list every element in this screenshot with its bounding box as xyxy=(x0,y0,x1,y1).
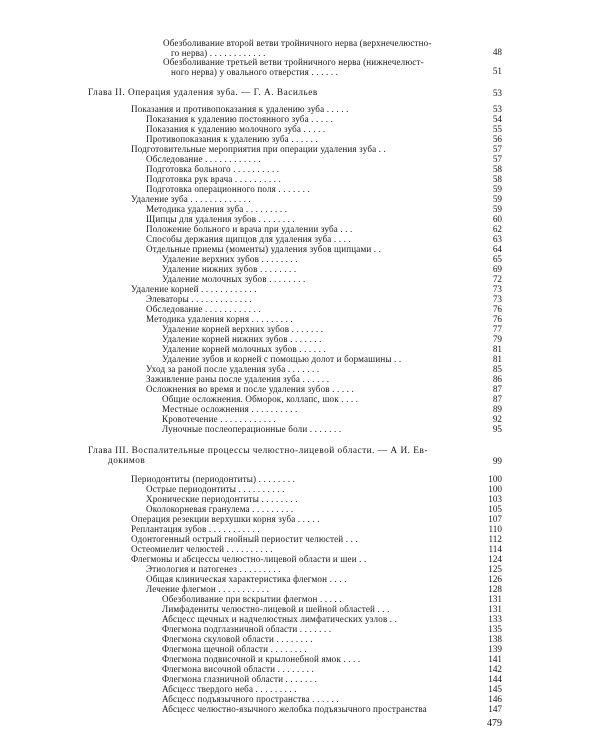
toc-entry: Обезболивание второй ветви тройничного нерва (верхнечелюстно- xyxy=(163,38,432,48)
toc-entry: Хронические периодонтиты . . . . . . . . xyxy=(146,494,298,504)
toc-entry: Обезболивание третьей ветви тройничного нерва (нижнечелюст- xyxy=(163,57,424,67)
toc-entry: Удаление корней . . . . . . . . . . . . xyxy=(131,284,257,294)
toc-entry: Удаление молочных зубов . . . . . . . . xyxy=(162,274,306,284)
toc-entry: ного нерва) у овального отверстия . . . . . . xyxy=(171,67,339,77)
page-number: 81 xyxy=(492,344,502,354)
toc-entry: Удаление корней молочных зубов . . . . . . xyxy=(162,344,326,354)
page-number: 112 xyxy=(488,534,502,544)
toc-entry: Удаление зубов и корней с помощью долот и бормашины . . xyxy=(162,354,402,364)
page-number: 64 xyxy=(492,244,502,254)
toc-entry: Флегмона подвисочной и крылонебной ямок . . . . xyxy=(162,654,361,664)
toc-entry: Абсцесс подъязычного пространства . . . . . . xyxy=(162,694,339,704)
page-number: 100 xyxy=(488,484,502,494)
toc-entry: Одонтогенный острый гнойный периостит челюстей . . . xyxy=(131,534,358,544)
page-number: 53 xyxy=(492,104,502,114)
toc-entry: Положение больного и врача при удалении зуба . . . xyxy=(146,224,353,234)
toc-entry: Подготовка больного . . . . . . . . . . xyxy=(146,164,280,174)
toc-entry: Удаление зуба . . . . . . . . . . . . . xyxy=(131,194,251,204)
toc-entry: Этиология и патогенез . . . . . . . . . xyxy=(146,564,281,574)
toc-entry: Остеомиелит челюстей . . . . . . . . . . xyxy=(131,544,273,554)
page-number: 110 xyxy=(488,524,502,534)
page-number: 48 xyxy=(492,47,502,57)
page-number: 76 xyxy=(492,314,502,324)
page-number: 135 xyxy=(488,624,502,634)
page-number: 73 xyxy=(492,284,502,294)
page-number: 133 xyxy=(488,614,502,624)
toc-entry: Острые периодонтиты . . . . . . . . . . xyxy=(146,484,285,494)
page-number: 59 xyxy=(492,194,502,204)
toc-entry: Общая клиническая характеристика флегмон . . . . xyxy=(146,574,347,584)
page-number: 65 xyxy=(492,254,502,264)
toc-entry: Обследование . . . . . . . . . . . . xyxy=(146,154,261,164)
page-number: 146 xyxy=(488,694,502,704)
page-number: 114 xyxy=(488,544,502,554)
page-number: 99 xyxy=(492,456,502,466)
toc-entry: Абсцесс щечных и надчелюстных лимфатических узлов . . xyxy=(162,614,398,624)
toc-entry: Флегмона скуловой области . . . . . . . . xyxy=(162,634,313,644)
toc-entry: Осложнения во время и после удаления зубов . . . . . xyxy=(146,384,354,394)
toc-entry: Лимфадениты челюстно-лицевой и шейной областей . . . xyxy=(162,604,390,614)
page-number: 57 xyxy=(492,144,502,154)
page-number: 81 xyxy=(492,354,502,364)
chapter-heading: Глава II. Операция удаления зуба. — Г. А. Васильев xyxy=(88,88,318,98)
toc-entry: Флегмона подглазничной области . . . . . . . xyxy=(162,624,332,634)
toc-entry: Показания к удалению постоянного зуба . . . . . xyxy=(146,114,333,124)
toc-entry: Абсцесс твердого неба . . . . . . . . . xyxy=(162,684,297,694)
page-number: 59 xyxy=(492,184,502,194)
page-number: 72 xyxy=(492,274,502,284)
page-number: 56 xyxy=(492,134,502,144)
toc-entry: Удаление корней нижних зубов . . . . . . . xyxy=(162,334,322,344)
toc-entry: Подготовка операционного поля . . . . . . . xyxy=(146,184,310,194)
toc-entry: Флегмоны и абсцессы челюстно-лицевой области и шеи . . xyxy=(131,554,367,564)
toc-entry: Обезболивание при вскрытии флегмон . . . . . xyxy=(162,594,342,604)
toc-entry: Флегмона височной области . . . . . . . . xyxy=(162,664,314,674)
toc-entry: Околокорневая гранулема . . . . . . . . . xyxy=(146,504,294,514)
page-number: 51 xyxy=(492,66,502,76)
page-number: 69 xyxy=(492,264,502,274)
page-number: 138 xyxy=(488,634,502,644)
toc-entry: Удаление нижних зубов . . . . . . . . xyxy=(162,264,297,274)
page-number: 79 xyxy=(492,334,502,344)
page-number: 126 xyxy=(488,574,502,584)
page-number: 89 xyxy=(492,404,502,414)
page-number: 73 xyxy=(492,294,502,304)
page-number: 124 xyxy=(488,554,502,564)
page-number: 77 xyxy=(492,324,502,334)
page-number: 142 xyxy=(488,664,502,674)
page-number: 60 xyxy=(492,214,502,224)
page-number: 128 xyxy=(488,584,502,594)
page-number: 53 xyxy=(492,88,502,98)
toc-entry: Абсцесс челюстно-язычного желобка подъязычного пространства xyxy=(162,704,427,714)
page-number: 86 xyxy=(492,374,502,384)
toc-entry: Удаление верхних зубов . . . . . . . . xyxy=(162,254,298,264)
page-number: 63 xyxy=(492,234,502,244)
toc-entry: Способы держания щипцов для удаления зуба . . . . xyxy=(146,234,351,244)
page-number: 59 xyxy=(492,204,502,214)
toc-entry: Общие осложнения. Обморок, коллапс, шок . . . . xyxy=(162,394,359,404)
page-number: 54 xyxy=(492,114,502,124)
toc-entry: Операция резекции верхушки корня зуба . . . . . xyxy=(131,514,320,524)
page-number: 145 xyxy=(488,684,502,694)
chapter-heading: докимов xyxy=(108,456,146,466)
page-number: 58 xyxy=(492,174,502,184)
page-number: 87 xyxy=(492,394,502,404)
toc-entry: Отдельные приемы (моменты) удаления зубов щипцами . . xyxy=(146,244,382,254)
page-number: 92 xyxy=(492,414,502,424)
toc-entry: Обследование . . . . . . . . . . . . xyxy=(146,304,261,314)
chapter-heading: Глава III. Воспалительные процессы челюстно-лицевой области. — А И. Ев- xyxy=(88,446,428,456)
toc-entry: Показания и противопоказания к удалению зуба . . . . . xyxy=(131,104,349,114)
page-number: 100 xyxy=(488,474,502,484)
page-number: 58 xyxy=(492,164,502,174)
toc-entry: Луночные послеоперационные боли . . . . . . . xyxy=(162,424,342,434)
page-number: 76 xyxy=(492,304,502,314)
toc-entry: Методика удаления корня . . . . . . . . . xyxy=(146,314,293,324)
page-number: 87 xyxy=(492,384,502,394)
page-number: 125 xyxy=(488,564,502,574)
toc-entry: Показания к удалению молочного зуба . . . . . xyxy=(146,124,326,134)
toc-entry: Щипцы для удаления зубов . . . . . . . . xyxy=(146,214,295,224)
toc-entry: Противопоказания к удалению зуба . . . . . . xyxy=(146,134,318,144)
page-number: 131 xyxy=(488,594,502,604)
page-number: 131 xyxy=(488,604,502,614)
page-number: 57 xyxy=(492,154,502,164)
toc-entry: Уход за раной после удаления зуба . . . . . . . xyxy=(146,364,320,374)
page-number: 141 xyxy=(488,654,502,664)
toc-entry: Кровотечение . . . . . . . . . . . . xyxy=(162,414,276,424)
toc-entry: го нерва) . . . . . . . . . . . . xyxy=(171,48,266,58)
toc-entry: Подготовительные мероприятия при операции удаления зуба . . xyxy=(131,144,386,154)
page-number: 85 xyxy=(492,364,502,374)
page-number: 55 xyxy=(492,124,502,134)
toc-entry: Местные осложнения . . . . . . . . . . xyxy=(162,404,298,414)
page-number: 103 xyxy=(488,494,502,504)
page-number: 144 xyxy=(488,674,502,684)
toc-entry: Флегмона щечной области . . . . . . . . xyxy=(162,644,307,654)
toc-entry: Флегмона глазничной области . . . . . . . xyxy=(162,674,318,684)
page-number: 139 xyxy=(488,644,502,654)
toc-entry: Методика удаления зуба . . . . . . . . . xyxy=(146,204,288,214)
toc-entry: Реплантация зубов . . . . . . . . . . . xyxy=(131,524,260,534)
toc-entry: Подготовка рук врача . . . . . . . . . . xyxy=(146,174,281,184)
toc-entry: Заживление раны после удаления зуба . . . . . . xyxy=(146,374,330,384)
page-number: 105 xyxy=(488,504,502,514)
toc-entry: Удаление корней верхних зубов . . . . . . . xyxy=(162,324,324,334)
toc-entry: Лечение флегмон . . . . . . . . . . . xyxy=(146,584,270,594)
page-number: 62 xyxy=(492,224,502,234)
page-number: 147 xyxy=(488,704,502,714)
page-number: 107 xyxy=(488,514,502,524)
toc-entry: Элеваторы . . . . . . . . . . . . . xyxy=(146,294,252,304)
page-folio: 479 xyxy=(487,718,502,729)
page-number: 95 xyxy=(492,424,502,434)
toc-entry: Периодонтиты (периодонтиты) . . . . . . . . xyxy=(131,474,295,484)
